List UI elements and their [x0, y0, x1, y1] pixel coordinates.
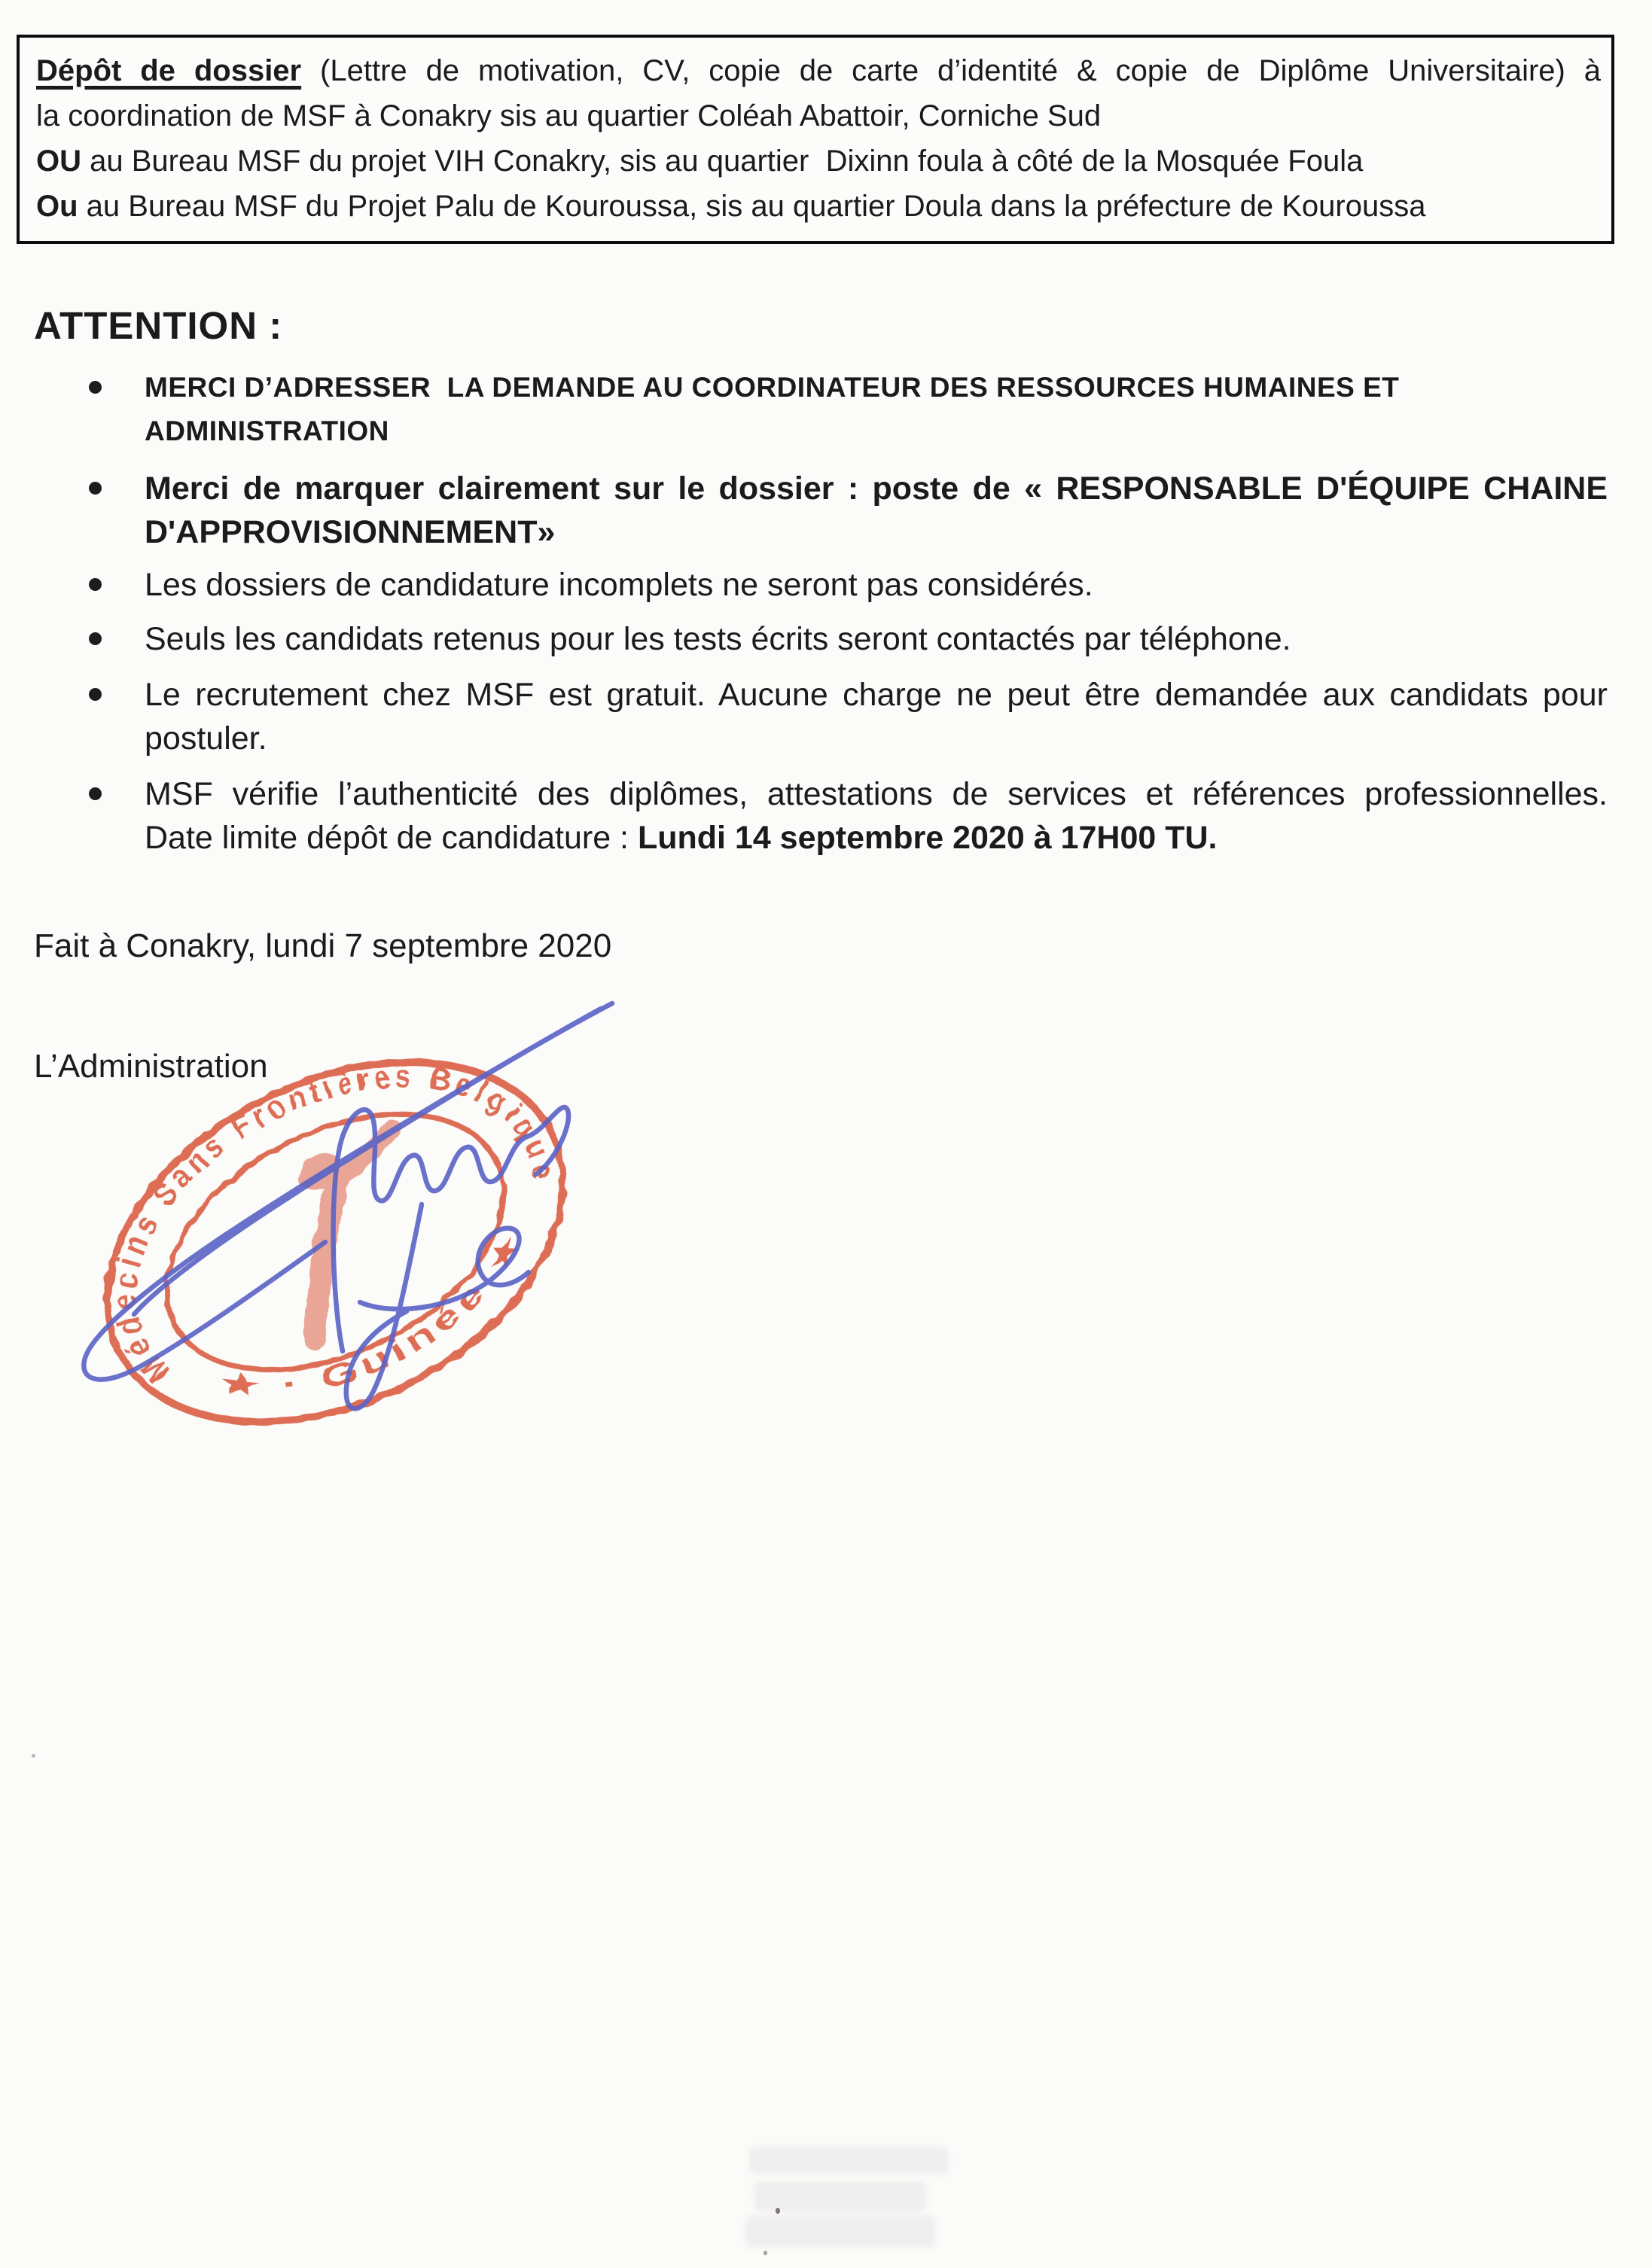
scan-speck: [776, 2208, 780, 2214]
box-line-4-rest: au Bureau MSF du Projet Palu de Kouroussa, sis au quartier Doula dans la préfecture de Kouroussa: [78, 190, 1426, 223]
stamp-figure-icon: [240, 1118, 462, 1338]
stamp-bottom-text: ★ · Guinée ★: [217, 1236, 524, 1404]
bullet-item: [75, 772, 1608, 860]
bullet-dot-icon: [89, 688, 102, 701]
bullet-text-line2: D'APPROVISIONNEMENT»: [145, 514, 556, 550]
bullet-dot-icon: [89, 578, 102, 591]
signature-stroke: [334, 1107, 568, 1351]
box-line-3-lead: OU: [36, 145, 81, 178]
bullet-text-line1: Le recrutement chez MSF est gratuit. Aucune charge ne peut être demandée aux candidats pour: [145, 677, 1608, 713]
bullet-item: [75, 563, 1608, 607]
bullet-text-line2: postuler.: [145, 720, 267, 757]
bleed-through-artifact: [749, 2147, 949, 2174]
signature-stroke: [360, 1228, 529, 1309]
bleed-through-artifact: [754, 2181, 926, 2212]
bullet-item: [75, 617, 1608, 661]
box-line-4: [36, 184, 1601, 229]
bullet-text-line2: [145, 816, 1608, 860]
bullet-text: MERCI D’ADRESSER LA DEMANDE AU COORDINATEUR DES RESSOURCES HUMAINES ET ADMINISTRATION: [145, 372, 1407, 446]
deadline-prefix: Date limite dépôt de candidature :: [145, 820, 638, 856]
header-box: [17, 35, 1614, 244]
box-title: Dépôt de dossier: [36, 54, 302, 87]
bullet-text: Les dossiers de candidature incomplets ne seront pas considérés.: [145, 567, 1093, 603]
attention-heading: ATTENTION :: [34, 304, 283, 347]
box-line-1: [36, 48, 1601, 93]
box-line-1-rest: (Lettre de motivation, CV, copie de carte d’identité & copie de Diplôme Universitaire) à: [301, 54, 1601, 87]
bullet-dot-icon: [89, 632, 102, 645]
bullet-item: [75, 673, 1608, 760]
stamp-arc-text: Médecins Sans Frontières Belgique: [107, 1058, 563, 1391]
bleed-through-artifact: [745, 2216, 935, 2248]
bullet-item: [75, 467, 1608, 554]
scan-speck: [764, 2251, 767, 2255]
scan-speck: [32, 1754, 35, 1758]
box-line-3: [36, 139, 1601, 184]
place-date-line: Fait à Conakry, lundi 7 septembre 2020: [34, 927, 612, 964]
bullet-text: Seuls les candidats retenus pour les tests écrits seront contactés par téléphone.: [145, 621, 1291, 657]
bullet-item: [75, 366, 1608, 453]
bullet-dot-icon: [89, 381, 102, 394]
bullet-text-line1: MSF vérifie l’authenticité des diplômes, attestations de services et références professionnelles.: [145, 776, 1608, 812]
box-line-3-rest: au Bureau MSF du projet VIH Conakry, sis au quartier Dixinn foula à côté de la Mosquée Foula: [81, 145, 1364, 178]
signature-stroke: [346, 1204, 422, 1408]
stamp-inner-ring: [124, 1062, 546, 1422]
signatory-line: L’Administration: [34, 1048, 268, 1085]
box-line-2: la coordination de MSF à Conakry sis au quartier Coléah Abattoir, Corniche Sud: [36, 99, 1102, 132]
deadline-date: Lundi 14 septembre 2020 à 17H00 TU.: [637, 820, 1218, 856]
bullet-list: [75, 366, 1608, 870]
bullet-dot-icon: [89, 787, 102, 800]
bullet-text-line1: Merci de marquer clairement sur le dossier : poste de « RESPONSABLE D'ÉQUIPE CHAINE: [145, 470, 1608, 507]
bullet-dot-icon: [89, 482, 102, 495]
box-line-4-lead: Ou: [36, 190, 78, 223]
